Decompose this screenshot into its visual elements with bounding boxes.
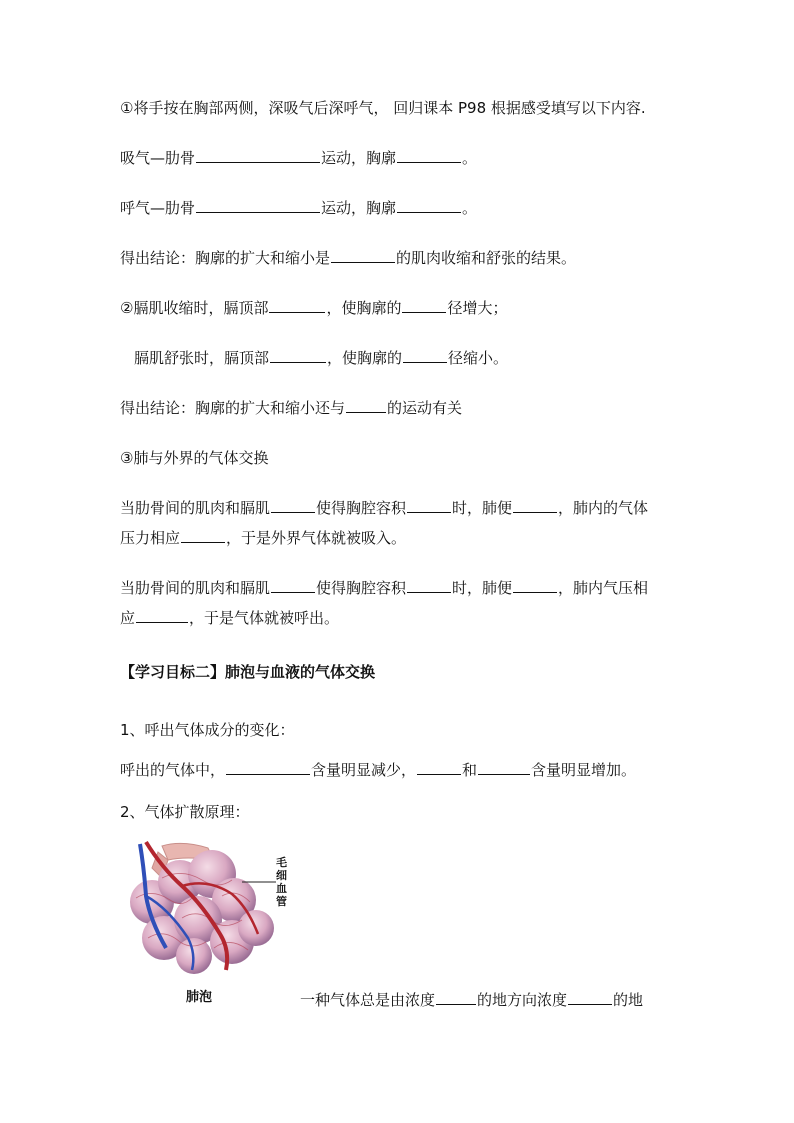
exhale-exchange-line: 当肋骨间的肌肉和膈肌 使得胸腔容积 时，肺便 ，肺内气压相 [120,579,649,597]
inhale-exchange-line-2: 压力相应 ，于是外界气体就被吸入。 [120,529,407,547]
answer-blank[interactable] [346,398,386,413]
answer-blank[interactable] [402,298,446,313]
answer-blank[interactable] [513,498,557,513]
answer-blank[interactable] [136,608,188,623]
answer-blank[interactable] [436,990,476,1005]
answer-blank[interactable] [270,348,326,363]
answer-blank[interactable] [397,148,461,163]
diaphragm-contract-line: ②膈肌收缩时，膈顶部 ，使胸廓的 径增大； [120,299,508,317]
answer-blank[interactable] [269,298,325,313]
figure-caption: 肺泡 [186,990,213,1005]
answer-blank[interactable] [407,578,451,593]
inhale-exchange-line: 当肋骨间的肌肉和膈肌 使得胸腔容积 时，肺便 ，肺内的气体 [120,499,649,517]
exhaled-gas-line: 呼出的气体中， 含量明显减少， 和 含量明显增加。 [120,761,637,779]
answer-blank[interactable] [478,760,530,775]
answer-blank[interactable] [271,498,315,513]
diffusion-line: 一种气体总是由浓度 的地方向浓度 的地 [300,991,644,1009]
answer-blank[interactable] [196,148,320,163]
section-heading: 【学习目标二】肺泡与血液的气体交换 [120,663,376,681]
instruction-1: ①将手按在胸部两侧，深吸气后深呼气， 回归课本 P98 根据感受填写以下内容. [120,99,646,117]
answer-blank[interactable] [331,248,395,263]
diaphragm-relax-line: 膈肌舒张时，膈顶部 ，使胸廓的 径缩小。 [134,349,509,367]
answer-blank[interactable] [513,578,557,593]
answer-blank[interactable] [271,578,315,593]
answer-blank[interactable] [403,348,447,363]
item-1-title: 1、呼出气体成分的变化： [120,721,295,739]
alveoli-illustration [122,838,302,978]
answer-blank[interactable] [196,198,320,213]
section-3-title: ③肺与外界的气体交换 [120,449,269,467]
answer-blank[interactable] [181,528,225,543]
exhale-line: 呼气—肋骨 运动，胸廓 。 [120,199,478,217]
capillary-label: 毛细血管 [276,856,287,908]
answer-blank[interactable] [568,990,612,1005]
conclusion-2: 得出结论：胸廓的扩大和缩小还与 的运动有关 [120,399,463,417]
answer-blank[interactable] [397,198,461,213]
answer-blank[interactable] [226,760,310,775]
exhale-exchange-line-2: 应 ，于是气体就被呼出。 [120,609,340,627]
answer-blank[interactable] [417,760,461,775]
inhale-line: 吸气—肋骨 运动，胸廓 。 [120,149,478,167]
answer-blank[interactable] [407,498,451,513]
item-2-title: 2、气体扩散原理： [120,803,250,821]
conclusion-1: 得出结论：胸廓的扩大和缩小是 的肌肉收缩和舒张的结果。 [120,249,577,267]
